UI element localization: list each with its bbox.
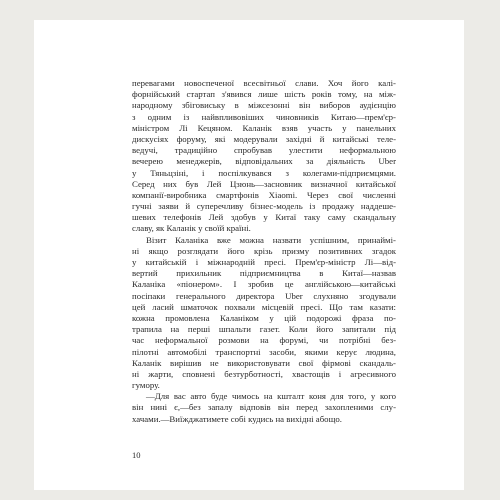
text-line: компанії-виробника смартфонів Xiaomi. Через свої численні <box>132 189 396 200</box>
text-line: у Тяньцзіні, і поспілкувався з колегами-підприємцями. <box>132 167 396 178</box>
text-line: посіпаки генерального директора Uber слухняно згодували <box>132 290 396 301</box>
text-line: народному збіговиську в міжсезонні він виборов аудієнцію <box>132 100 396 111</box>
paragraph <box>132 235 396 392</box>
text-line: ведучі, традиційно спробував улестити неформальною <box>132 145 396 156</box>
text-line: ні якщо розглядати його крізь призму позитивних згадок <box>132 245 396 256</box>
paragraph <box>132 78 396 235</box>
text-line: гучні заяви й суперечливу бізнес-модель із продажу наддеше- <box>132 201 396 212</box>
text-line: він нині є,—без запалу відповів він перед захопленими слу- <box>132 402 396 413</box>
text-line: шевих телефонів Лей здобув у Китаї таку саму скандальну <box>132 212 396 223</box>
text-line: форнійський стартап з'явився лише шість років тому, на між- <box>132 89 396 100</box>
text-line: Каланік вирішив не використовувати свої фірмові скандаль- <box>132 357 396 368</box>
text-line: з одним із найвпливовіших чиновників Китаю—прем'єр- <box>132 111 396 122</box>
text-line: —Для вас авто буде чимось на кшталт коня для того, у кого <box>146 391 396 402</box>
text-line: час неформальної розмови на форумі, чи потрібні без- <box>132 335 396 346</box>
text-line: міністром Лі Кецяном. Каланік взяв участь у панельних <box>132 122 396 133</box>
book-page <box>34 20 464 490</box>
text-line: ні жарти, сповнені безтурботності, хвастощів і агресивного <box>132 368 396 379</box>
text-line: вечерею менеджерів, відповідальних за діяльність Uber <box>132 156 396 167</box>
text-line: Каланіка «піонером». І зробив це англійською—китайські <box>132 279 396 290</box>
text-line: хачами.—Виїжджатимете собі кудись на вихідні абощо. <box>132 413 342 424</box>
text-line: цей ласий шматочок похвали місцевій пресі. Що там казати: <box>132 301 396 312</box>
text-line: трапила на перші шпальти газет. Коли його запитали під <box>132 324 396 335</box>
text-line: перевагами новоспеченої всесвітньої слави. Хоч його калі- <box>132 78 396 88</box>
text-line: вертий прихильник підприємництва в Китаї—назвав <box>132 268 396 279</box>
text-line: славу, як Каланік у своїй країні. <box>132 223 251 234</box>
text-line: пілотні автомобілі транспортні засоби, якими керує людина, <box>132 346 396 357</box>
text-line: гумору. <box>132 380 160 391</box>
text-line: кожна промовлена Каланіком у цій подорожі фраза по- <box>132 312 396 323</box>
body-text <box>132 78 396 425</box>
text-line: дискусіях форуму, які модерували західні й китайські теле- <box>132 133 396 144</box>
text-line: у китайській і міжнародній пресі. Прем'єр-міністр Лі—від- <box>132 257 396 267</box>
text-line: Серед них був Лей Цзюнь—засновник визначної китайської <box>132 178 396 189</box>
paragraph <box>132 391 396 425</box>
page-number: 10 <box>132 450 141 460</box>
text-line: Візит Каланіка вже можна назвати успішним, принаймі- <box>146 234 396 245</box>
